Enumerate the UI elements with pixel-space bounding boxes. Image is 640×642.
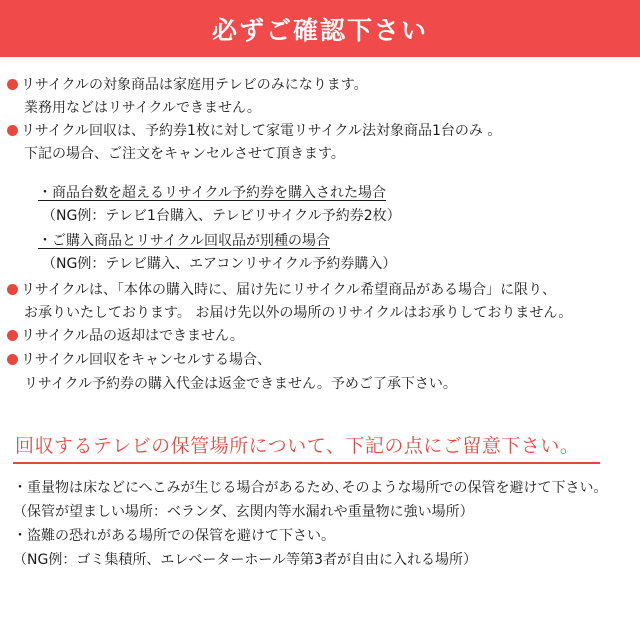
ng-example-2 bbox=[42, 254, 396, 274]
storage-text: ・盗難の恐れがある場所での保管を避けて下さい。 bbox=[13, 528, 335, 544]
storage-text: （保管が望ましい場所：ベランダ、玄関内等水漏れや重量物に強い場所） bbox=[13, 504, 474, 520]
storage-line bbox=[13, 550, 477, 570]
note-text: リサイクルの対象商品は家庭用テレビのみになります。 bbox=[21, 77, 368, 93]
red-bullet-icon bbox=[7, 79, 18, 90]
red-bullet-icon bbox=[7, 354, 18, 365]
red-bullet-icon bbox=[7, 330, 18, 341]
note-text: リサイクル回収は、予約券1枚に対して家電リサイクル法対象商品1台のみ 。 bbox=[21, 123, 502, 139]
storage-line bbox=[13, 502, 474, 522]
notice-title: 必ずご確認下さい bbox=[211, 15, 428, 45]
note-line bbox=[24, 98, 261, 118]
note-text: リサイクル回収をキャンセルする場合、 bbox=[21, 352, 272, 368]
note-line bbox=[7, 280, 556, 300]
note-text: （NG例：テレビ1台購入、テレビリサイクル予約券2枚） bbox=[42, 208, 401, 224]
note-text: （NG例：テレビ購入、エアコンリサイクル予約券購入） bbox=[42, 256, 397, 272]
note-line bbox=[7, 121, 501, 141]
note-line bbox=[24, 144, 345, 164]
note-text: ・ご購入商品とリサイクル回収品が別種の場合 bbox=[38, 233, 331, 249]
note-line bbox=[7, 75, 368, 95]
note-line bbox=[24, 374, 457, 394]
note-text: リサイクル予約券の購入代金は返金できません。予めご了承下さい。 bbox=[24, 376, 457, 392]
cancel-case-1 bbox=[38, 183, 386, 203]
note-text: ・商品台数を超えるリサイクル予約券を購入された場合 bbox=[38, 185, 387, 201]
red-bullet-icon bbox=[7, 284, 18, 295]
note-line bbox=[24, 303, 572, 323]
notice-header-banner bbox=[0, 0, 640, 57]
storage-line bbox=[13, 478, 607, 498]
storage-text: ・重量物は床などにへこみが生じる場合があるため､そのような場所での保管を避けて下さい。 bbox=[13, 480, 608, 496]
red-bullet-icon bbox=[7, 125, 18, 136]
cancel-case-2 bbox=[38, 231, 330, 251]
storage-text: （NG例：ゴミ集積所、エレベーターホール等第3者が自由に入れる場所） bbox=[13, 552, 477, 568]
storage-heading: 回収するテレビの保管場所について、下記の点にご留意下さい。 bbox=[15, 435, 580, 457]
note-line bbox=[7, 350, 271, 370]
note-text: お承りいたしております。 お届け先以外の場所のリサイクルはお承りしておりません。 bbox=[24, 305, 573, 321]
note-line bbox=[7, 326, 244, 346]
note-text: 業務用などはリサイクルできません。 bbox=[24, 100, 261, 116]
note-text: 下記の場合、ご注文をキャンセルさせて頂きます。 bbox=[24, 146, 345, 162]
ng-example-1 bbox=[42, 206, 401, 226]
note-text: リサイクルは、「本体の購入時に、届け先にリサイクル希望商品がある場合」に限り、 bbox=[21, 282, 557, 298]
note-text: リサイクル品の返却はできません。 bbox=[21, 328, 244, 344]
storage-line bbox=[13, 526, 335, 546]
heading-divider bbox=[13, 462, 600, 464]
